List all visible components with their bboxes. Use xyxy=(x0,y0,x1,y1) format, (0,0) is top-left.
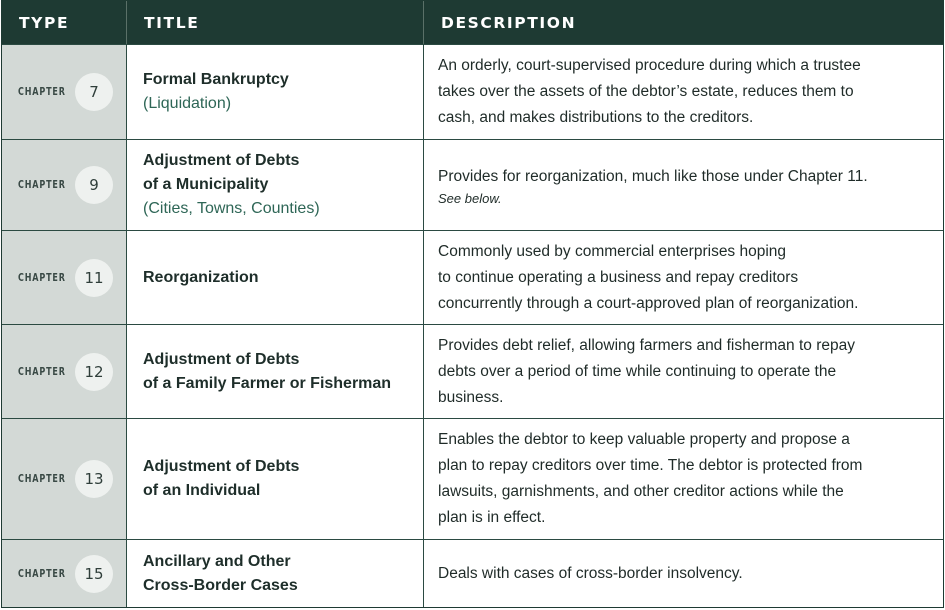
table-row xyxy=(2,230,943,324)
table-body xyxy=(2,44,943,607)
chapter-subtitle: (Liquidation) xyxy=(143,95,232,112)
description-cell xyxy=(423,325,943,418)
chapter-label: CHAPTER xyxy=(18,179,66,191)
chapter-number-badge: 15 xyxy=(75,555,113,593)
description-line: Commonly used by commercial enterprises hoping xyxy=(438,242,787,260)
table-row xyxy=(2,418,943,539)
table-row xyxy=(2,324,943,418)
chapter-cell xyxy=(2,325,126,418)
description-line: to continue operating a business and repay creditors xyxy=(438,268,799,286)
description-cell xyxy=(423,45,943,139)
chapter-number-badge: 13 xyxy=(75,460,113,498)
description-cell xyxy=(423,540,943,607)
chapter-title-line: of a Family Farmer or Fisherman xyxy=(143,374,392,392)
chapter-number-badge: 7 xyxy=(75,73,113,111)
chapter-title-line: Adjustment of Debts xyxy=(143,350,300,368)
table-header xyxy=(2,1,943,44)
chapter-title-line: Formal Bankruptcy xyxy=(143,71,289,88)
description-line: cash, and makes distributions to the creditors. xyxy=(438,109,754,126)
title-cell xyxy=(126,140,423,230)
description-line: plan is in effect. xyxy=(438,509,546,526)
chapter-subtitle: (Cities, Towns, Counties) xyxy=(143,200,320,217)
chapter-label: CHAPTER xyxy=(18,473,66,485)
chapter-title-line: of a Municipality xyxy=(143,176,269,193)
table-row xyxy=(2,539,943,607)
chapter-number-badge: 12 xyxy=(75,353,113,391)
description-line: takes over the assets of the debtor’s estate, reduces them to xyxy=(438,83,854,100)
description-line: An orderly, court-supervised procedure during which a trustee xyxy=(438,57,861,74)
chapter-label: CHAPTER xyxy=(18,365,66,378)
description-cell xyxy=(423,419,943,539)
bankruptcy-chapters-table xyxy=(1,0,944,608)
description-line: Enables the debtor to keep valuable property and propose a xyxy=(438,431,850,448)
description-line: Provides for reorganization, much like those under Chapter 11. xyxy=(438,167,868,185)
chapter-title-line: Cross-Border Cases xyxy=(143,576,298,594)
description-line: debts over a period of time while continuing to operate the xyxy=(438,362,837,380)
title-cell xyxy=(126,540,423,607)
chapter-number-badge: 9 xyxy=(75,166,113,204)
chapter-cell xyxy=(2,231,126,324)
description-line: lawsuits, garnishments, and other creditor actions while the xyxy=(438,483,844,500)
chapter-cell xyxy=(2,540,126,607)
chapter-label: CHAPTER xyxy=(18,271,66,284)
title-cell xyxy=(126,419,423,539)
table-row xyxy=(2,139,943,230)
title-cell xyxy=(126,325,423,418)
title-cell xyxy=(126,231,423,324)
header-type: TYPE xyxy=(19,13,70,32)
chapter-title-line: of an Individual xyxy=(143,482,261,499)
chapter-cell xyxy=(2,140,126,230)
chapter-label: CHAPTER xyxy=(18,567,66,580)
chapter-title-line: Adjustment of Debts xyxy=(143,152,300,169)
description-note: See below. xyxy=(438,190,502,206)
description-line: business. xyxy=(438,388,504,406)
title-cell xyxy=(126,45,423,139)
chapter-cell xyxy=(2,45,126,139)
chapter-cell xyxy=(2,419,126,539)
chapter-number-badge: 11 xyxy=(75,259,113,297)
header-description: DESCRIPTION xyxy=(423,1,943,44)
description-line: concurrently through a court-approved plan of reorganization. xyxy=(438,294,859,312)
description-cell xyxy=(423,231,943,324)
table-row xyxy=(2,44,943,139)
chapter-title-line: Reorganization xyxy=(143,268,259,286)
description-line: Provides debt relief, allowing farmers and fisherman to repay xyxy=(438,336,855,354)
header-title: TITLE xyxy=(126,1,423,44)
chapter-label: CHAPTER xyxy=(18,86,66,98)
chapter-title-line: Ancillary and Other xyxy=(143,552,291,570)
description-line: plan to repay creditors over time. The debtor is protected from xyxy=(438,457,863,474)
chapter-title-line: Adjustment of Debts xyxy=(143,458,300,475)
description-cell xyxy=(423,140,943,230)
description-line: Deals with cases of cross-border insolvency. xyxy=(438,564,743,582)
